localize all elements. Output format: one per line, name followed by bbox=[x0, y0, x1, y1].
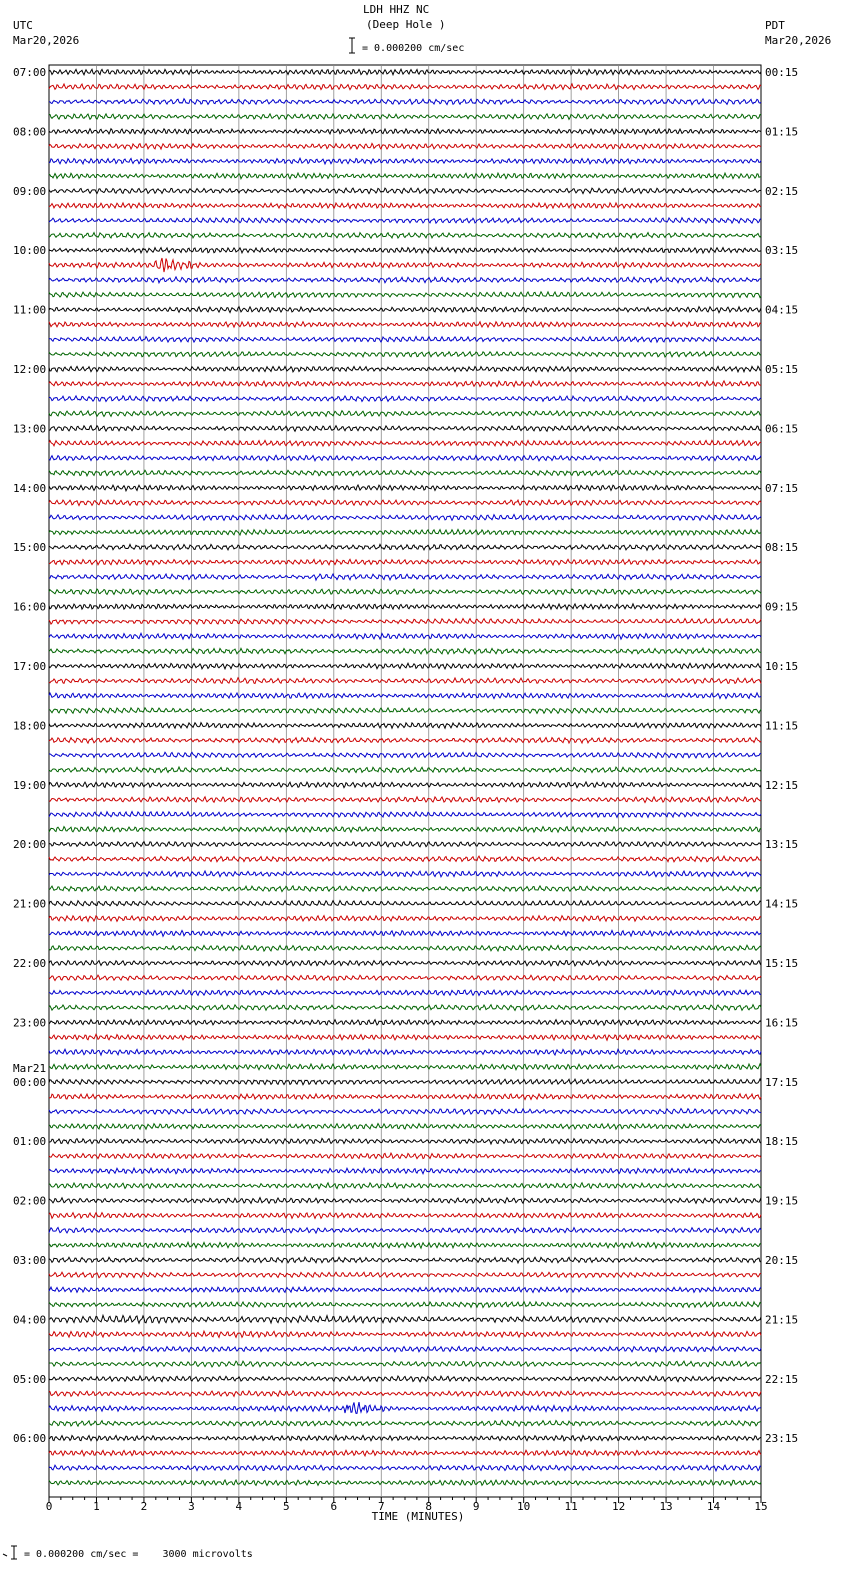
trace-16 bbox=[49, 307, 761, 313]
trace-47 bbox=[49, 767, 761, 773]
trace-50 bbox=[49, 812, 761, 818]
trace-35 bbox=[49, 589, 761, 594]
x-tick-label: 11 bbox=[564, 1500, 578, 1513]
trace-67 bbox=[49, 1064, 761, 1070]
left-date: Mar20,2026 bbox=[13, 34, 80, 47]
trace-42 bbox=[49, 693, 761, 699]
left-time-label: 21:00 bbox=[13, 897, 47, 911]
right-time-label: 05:15 bbox=[765, 363, 799, 376]
left-time-label: 06:00 bbox=[13, 1432, 47, 1446]
trace-34 bbox=[49, 574, 761, 580]
station-title: LDH HHZ NC bbox=[363, 3, 430, 16]
trace-93 bbox=[49, 1450, 761, 1456]
trace-31 bbox=[49, 529, 761, 535]
trace-68 bbox=[49, 1079, 761, 1085]
trace-83 bbox=[49, 1302, 761, 1308]
scale-label: = 0.000200 cm/sec bbox=[362, 43, 465, 54]
left-time-label: 22:00 bbox=[13, 957, 47, 970]
x-axis-label: TIME (MINUTES) bbox=[371, 1510, 465, 1523]
trace-59 bbox=[49, 945, 761, 951]
trace-39 bbox=[49, 648, 761, 654]
trace-82 bbox=[49, 1287, 761, 1292]
x-tick-label: 2 bbox=[140, 1500, 148, 1513]
trace-18 bbox=[49, 337, 761, 343]
trace-80 bbox=[49, 1257, 761, 1263]
left-time-label: 10:00 bbox=[13, 244, 47, 258]
plot-frame bbox=[49, 65, 761, 1497]
trace-74 bbox=[49, 1168, 761, 1174]
trace-89 bbox=[49, 1391, 761, 1397]
trace-19 bbox=[49, 352, 761, 357]
left-time-label: 11:00 bbox=[13, 303, 47, 317]
left-time-label: 17:00 bbox=[13, 660, 47, 673]
trace-71 bbox=[49, 1124, 761, 1130]
trace-63 bbox=[49, 1005, 761, 1011]
trace-23 bbox=[49, 411, 761, 417]
trace-53 bbox=[49, 856, 761, 862]
right-time-label: 03:15 bbox=[765, 244, 799, 258]
right-time-label: 08:15 bbox=[765, 541, 799, 555]
right-time-label: 07:15 bbox=[765, 481, 799, 495]
trace-58 bbox=[49, 930, 761, 936]
trace-3 bbox=[49, 114, 761, 120]
trace-65 bbox=[49, 1034, 761, 1040]
x-tick-label: 10 bbox=[517, 1500, 531, 1513]
trace-75 bbox=[49, 1183, 761, 1189]
right-time-label: 12:15 bbox=[765, 778, 799, 792]
trace-84 bbox=[49, 1315, 761, 1323]
right-time-label: 17:15 bbox=[765, 1075, 799, 1089]
right-time-label: 15:15 bbox=[765, 957, 799, 970]
x-tick-label: 5 bbox=[283, 1500, 290, 1513]
trace-11 bbox=[49, 233, 761, 239]
right-time-label: 10:15 bbox=[765, 660, 799, 673]
x-tick-label: 13 bbox=[659, 1500, 673, 1513]
right-time-label: 13:15 bbox=[765, 838, 799, 852]
trace-61 bbox=[49, 975, 761, 981]
right-time-label: 23:15 bbox=[765, 1432, 799, 1446]
trace-22 bbox=[49, 396, 761, 402]
trace-6 bbox=[49, 158, 761, 164]
trace-85 bbox=[49, 1331, 761, 1337]
trace-40 bbox=[49, 663, 761, 669]
trace-62 bbox=[49, 990, 761, 996]
trace-66 bbox=[49, 1049, 761, 1055]
right-time-label: 11:15 bbox=[765, 719, 799, 733]
trace-0 bbox=[49, 69, 761, 75]
trace-45 bbox=[49, 738, 761, 744]
trace-72 bbox=[49, 1138, 761, 1144]
plot-grid bbox=[49, 65, 761, 1497]
trace-76 bbox=[49, 1198, 761, 1204]
trace-14 bbox=[49, 277, 761, 283]
trace-77 bbox=[49, 1213, 761, 1219]
trace-5 bbox=[49, 143, 761, 149]
scale-bar-icon bbox=[349, 38, 355, 53]
trace-27 bbox=[49, 470, 761, 476]
trace-64 bbox=[49, 1019, 761, 1025]
left-time-label: 07:00 bbox=[13, 66, 47, 79]
x-tick-label: 7 bbox=[377, 1500, 385, 1513]
left-time-label: 14:00 bbox=[13, 481, 47, 495]
footer-scale-bar-icon bbox=[3, 1546, 17, 1559]
trace-4 bbox=[49, 129, 761, 134]
left-time-label: 00:00 bbox=[13, 1075, 47, 1089]
trace-17 bbox=[49, 322, 761, 327]
right-time-label: 00:15 bbox=[765, 66, 799, 79]
trace-1 bbox=[49, 84, 761, 90]
trace-91 bbox=[49, 1420, 761, 1426]
right-time-label: 02:15 bbox=[765, 184, 799, 198]
trace-24 bbox=[49, 426, 761, 432]
trace-70 bbox=[49, 1109, 761, 1115]
left-time-label: 04:00 bbox=[13, 1313, 47, 1327]
left-time-label: 03:00 bbox=[13, 1254, 47, 1267]
trace-60 bbox=[49, 960, 761, 965]
left-time-label: 13:00 bbox=[13, 422, 47, 436]
trace-86 bbox=[49, 1346, 761, 1352]
trace-88 bbox=[49, 1376, 761, 1382]
trace-7 bbox=[49, 173, 761, 179]
trace-10 bbox=[49, 218, 761, 223]
left-timezone: UTC bbox=[13, 19, 33, 32]
label-group bbox=[13, 66, 798, 1445]
trace-51 bbox=[49, 827, 761, 833]
trace-13 bbox=[49, 258, 761, 272]
trace-69 bbox=[49, 1094, 761, 1100]
trace-25 bbox=[49, 440, 761, 446]
trace-41 bbox=[49, 678, 761, 684]
x-tick-label: 12 bbox=[611, 1500, 626, 1513]
right-date: Mar20,2026 bbox=[765, 34, 832, 47]
right-time-label: 20:15 bbox=[765, 1254, 799, 1267]
trace-55 bbox=[49, 886, 761, 892]
trace-52 bbox=[49, 842, 761, 847]
left-time-label: 15:00 bbox=[13, 541, 47, 555]
x-tick-label: 1 bbox=[93, 1500, 100, 1513]
footer-scale-note: = 0.000200 cm/sec = 3000 microvolts bbox=[24, 1549, 253, 1560]
trace-2 bbox=[49, 99, 761, 105]
date-change-label: Mar21 bbox=[13, 1061, 47, 1075]
trace-48 bbox=[49, 782, 761, 788]
x-tick-label: 3 bbox=[188, 1500, 195, 1513]
left-time-label: 01:00 bbox=[13, 1135, 47, 1149]
right-time-label: 04:15 bbox=[765, 303, 799, 317]
trace-46 bbox=[49, 752, 761, 758]
trace-87 bbox=[49, 1361, 761, 1367]
trace-8 bbox=[49, 188, 761, 193]
trace-30 bbox=[49, 515, 761, 521]
left-time-label: 23:00 bbox=[13, 1016, 47, 1030]
left-time-label: 16:00 bbox=[13, 600, 47, 614]
right-time-label: 18:15 bbox=[765, 1135, 799, 1149]
trace-57 bbox=[49, 916, 761, 922]
left-time-label: 02:00 bbox=[13, 1194, 47, 1208]
right-time-label: 14:15 bbox=[765, 897, 799, 911]
trace-56 bbox=[49, 901, 761, 906]
x-tick-label: 14 bbox=[706, 1500, 721, 1513]
trace-73 bbox=[49, 1153, 761, 1158]
trace-12 bbox=[49, 247, 761, 253]
x-tick-label: 4 bbox=[235, 1500, 243, 1513]
left-time-label: 12:00 bbox=[13, 363, 47, 376]
right-timezone: PDT bbox=[765, 19, 785, 32]
trace-79 bbox=[49, 1242, 761, 1248]
left-time-label: 09:00 bbox=[13, 184, 47, 198]
trace-44 bbox=[49, 723, 761, 729]
right-time-label: 06:15 bbox=[765, 422, 799, 436]
trace-54 bbox=[49, 871, 761, 877]
trace-92 bbox=[49, 1435, 761, 1441]
left-time-label: 20:00 bbox=[13, 838, 47, 852]
x-tick-label: 9 bbox=[472, 1500, 480, 1513]
x-tick-label: 6 bbox=[330, 1500, 338, 1513]
right-time-label: 01:15 bbox=[765, 125, 799, 139]
station-location: (Deep Hole ) bbox=[366, 18, 446, 31]
trace-38 bbox=[49, 633, 761, 639]
trace-group bbox=[49, 69, 761, 1485]
right-time-label: 16:15 bbox=[765, 1016, 799, 1030]
trace-28 bbox=[49, 485, 761, 491]
right-time-label: 09:15 bbox=[765, 600, 799, 614]
trace-36 bbox=[49, 604, 761, 610]
trace-90 bbox=[49, 1402, 761, 1413]
left-time-label: 19:00 bbox=[13, 778, 47, 792]
trace-49 bbox=[49, 797, 761, 803]
trace-43 bbox=[49, 708, 761, 713]
trace-26 bbox=[49, 455, 761, 461]
trace-94 bbox=[49, 1465, 761, 1471]
right-time-label: 22:15 bbox=[765, 1372, 799, 1386]
trace-37 bbox=[49, 619, 761, 625]
trace-32 bbox=[49, 544, 761, 550]
x-tick-label: 15 bbox=[754, 1500, 768, 1513]
trace-81 bbox=[49, 1272, 761, 1278]
right-time-label: 19:15 bbox=[765, 1194, 799, 1208]
left-time-label: 05:00 bbox=[13, 1372, 47, 1386]
trace-33 bbox=[49, 559, 761, 565]
x-tick-label: 0 bbox=[45, 1500, 53, 1513]
trace-29 bbox=[49, 500, 761, 506]
trace-9 bbox=[49, 203, 761, 209]
left-time-label: 18:00 bbox=[13, 719, 47, 733]
trace-20 bbox=[49, 366, 761, 372]
left-time-label: 08:00 bbox=[13, 125, 47, 139]
right-time-label: 21:15 bbox=[765, 1313, 799, 1327]
trace-21 bbox=[49, 381, 761, 387]
x-tick-label: 8 bbox=[425, 1500, 433, 1513]
trace-78 bbox=[49, 1228, 761, 1234]
trace-15 bbox=[49, 292, 761, 298]
trace-95 bbox=[49, 1480, 761, 1486]
